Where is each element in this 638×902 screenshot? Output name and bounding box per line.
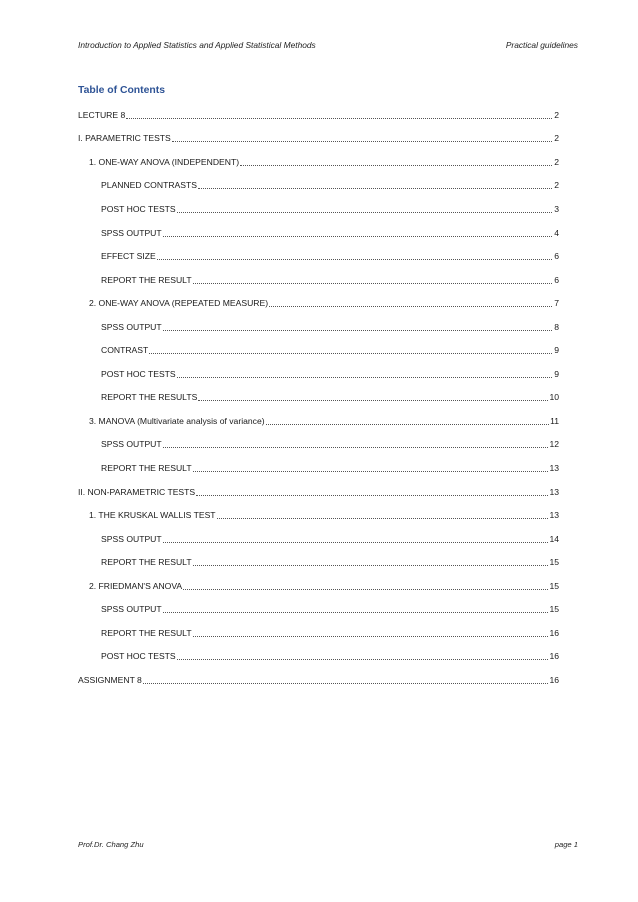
- toc-entry-text: REPORT THE RESULT: [101, 462, 192, 473]
- toc-entry-text: REPORT THE RESULT: [101, 274, 192, 285]
- toc-entry-text: POST HOC TESTS: [101, 203, 176, 214]
- toc-entry[interactable]: [78, 645, 559, 669]
- toc-dot-leader: [143, 674, 549, 684]
- header-course-title: Introduction to Applied Statistics and Applied Statistical Methods: [78, 40, 316, 50]
- toc-entry[interactable]: [78, 386, 559, 410]
- footer-page-number: page 1: [554, 840, 578, 849]
- toc-entry[interactable]: [78, 433, 559, 457]
- toc-entry-text: PLANNED CONTRASTS: [101, 180, 197, 191]
- toc-entry[interactable]: [78, 503, 559, 527]
- toc-dot-leader: [177, 203, 552, 213]
- toc-dot-leader: [177, 368, 552, 378]
- toc-entry[interactable]: [78, 480, 559, 504]
- toc-entry-text: POST HOC TESTS: [101, 368, 176, 379]
- toc-entry-page: 6: [554, 274, 559, 285]
- toc-entry-text: LECTURE 8: [78, 109, 126, 120]
- toc-entry-page: 2: [554, 156, 559, 167]
- toc-title: Table of Contents: [78, 85, 165, 96]
- toc-entry-text: REPORT THE RESULT: [101, 557, 192, 568]
- toc-entry-page: 15: [549, 557, 559, 568]
- toc-dot-leader: [198, 391, 548, 401]
- toc-entry-page: 12: [549, 439, 559, 450]
- toc-entry-text: REPORT THE RESULTS: [101, 392, 198, 403]
- toc-entry[interactable]: [78, 668, 559, 692]
- toc-dot-leader: [183, 580, 548, 590]
- toc-entry-page: 10: [549, 392, 559, 403]
- toc-entry[interactable]: [78, 574, 559, 598]
- toc-entry-page: 9: [554, 368, 559, 379]
- toc-dot-leader: [163, 603, 549, 613]
- toc-entry[interactable]: [78, 174, 559, 198]
- toc-entry[interactable]: [78, 221, 559, 245]
- page-header: [78, 40, 578, 50]
- toc-entry-text: REPORT THE RESULT: [101, 627, 192, 638]
- toc-entry-page: 3: [554, 203, 559, 214]
- header-section-title: Practical guidelines: [505, 40, 578, 50]
- toc-entry-text: SPSS OUTPUT: [101, 604, 162, 615]
- toc-entry-page: 13: [549, 462, 559, 473]
- toc-dot-leader: [196, 486, 548, 496]
- toc-entry[interactable]: [78, 268, 559, 292]
- toc-entry-text: II. NON-PARAMETRIC TESTS: [78, 486, 196, 497]
- toc-entry-text: 1. THE KRUSKAL WALLIS TEST: [89, 510, 216, 521]
- toc-dot-leader: [172, 132, 552, 142]
- toc-dot-leader: [193, 556, 549, 566]
- toc-entry-text: I. PARAMETRIC TESTS: [78, 133, 171, 144]
- toc-entry-page: 16: [549, 627, 559, 638]
- toc-entry[interactable]: [78, 338, 559, 362]
- toc-entry[interactable]: [78, 621, 559, 645]
- toc-entry[interactable]: [78, 409, 559, 433]
- toc-dot-leader: [126, 109, 552, 119]
- toc-dot-leader: [177, 650, 549, 660]
- toc-entry-page: 2: [554, 109, 559, 120]
- table-of-contents: [78, 103, 559, 692]
- toc-entry-text: 2. ONE-WAY ANOVA (REPEATED MEASURE): [89, 298, 269, 309]
- toc-entry[interactable]: [78, 244, 559, 268]
- toc-entry-page: 2: [554, 180, 559, 191]
- footer-author: Prof.Dr. Chang Zhu: [78, 840, 144, 849]
- toc-dot-leader: [149, 344, 552, 354]
- toc-entry-text: POST HOC TESTS: [101, 651, 176, 662]
- toc-entry-page: 14: [549, 533, 559, 544]
- toc-entry[interactable]: [78, 315, 559, 339]
- toc-entry-text: EFFECT SIZE: [101, 251, 156, 262]
- toc-dot-leader: [157, 250, 552, 260]
- toc-dot-leader: [163, 227, 552, 237]
- toc-entry[interactable]: [78, 597, 559, 621]
- toc-entry[interactable]: [78, 150, 559, 174]
- toc-entry-page: 13: [549, 510, 559, 521]
- toc-entry[interactable]: [78, 291, 559, 315]
- toc-entry-page: 2: [554, 133, 559, 144]
- toc-entry-text: 3. MANOVA (Multivariate analysis of variance): [89, 415, 265, 426]
- toc-dot-leader: [163, 321, 552, 331]
- toc-entry-page: 15: [549, 604, 559, 615]
- toc-entry[interactable]: [78, 127, 559, 151]
- page-footer: [78, 840, 578, 849]
- toc-entry-text: 1. ONE-WAY ANOVA (INDEPENDENT): [89, 156, 240, 167]
- toc-entry-text: SPSS OUTPUT: [101, 439, 162, 450]
- toc-dot-leader: [193, 627, 549, 637]
- toc-entry-page: 15: [549, 580, 559, 591]
- toc-entry-text: SPSS OUTPUT: [101, 227, 162, 238]
- toc-entry[interactable]: [78, 103, 559, 127]
- toc-entry-text: 2. FRIEDMAN'S ANOVA: [89, 580, 183, 591]
- toc-dot-leader: [269, 297, 552, 307]
- toc-dot-leader: [193, 462, 549, 472]
- toc-dot-leader: [240, 156, 552, 166]
- toc-entry-page: 7: [554, 298, 559, 309]
- toc-dot-leader: [193, 274, 552, 284]
- toc-entry-text: ASSIGNMENT 8: [78, 674, 142, 685]
- toc-entry-page: 9: [554, 345, 559, 356]
- toc-dot-leader: [163, 533, 549, 543]
- toc-entry[interactable]: [78, 550, 559, 574]
- toc-dot-leader: [266, 415, 549, 425]
- toc-entry-page: 13: [549, 486, 559, 497]
- toc-entry-page: 11: [550, 415, 559, 426]
- toc-entry[interactable]: [78, 527, 559, 551]
- toc-entry-text: SPSS OUTPUT: [101, 321, 162, 332]
- toc-entry-text: CONTRAST: [101, 345, 149, 356]
- toc-dot-leader: [163, 438, 549, 448]
- toc-entry-page: 8: [554, 321, 559, 332]
- toc-entry-page: 6: [554, 251, 559, 262]
- toc-entry-text: SPSS OUTPUT: [101, 533, 162, 544]
- toc-entry-page: 16: [549, 674, 559, 685]
- toc-entry-page: 16: [549, 651, 559, 662]
- toc-dot-leader: [217, 509, 549, 519]
- toc-entry-page: 4: [554, 227, 559, 238]
- toc-entry[interactable]: [78, 362, 559, 386]
- toc-dot-leader: [198, 179, 552, 189]
- toc-entry[interactable]: [78, 456, 559, 480]
- toc-entry[interactable]: [78, 197, 559, 221]
